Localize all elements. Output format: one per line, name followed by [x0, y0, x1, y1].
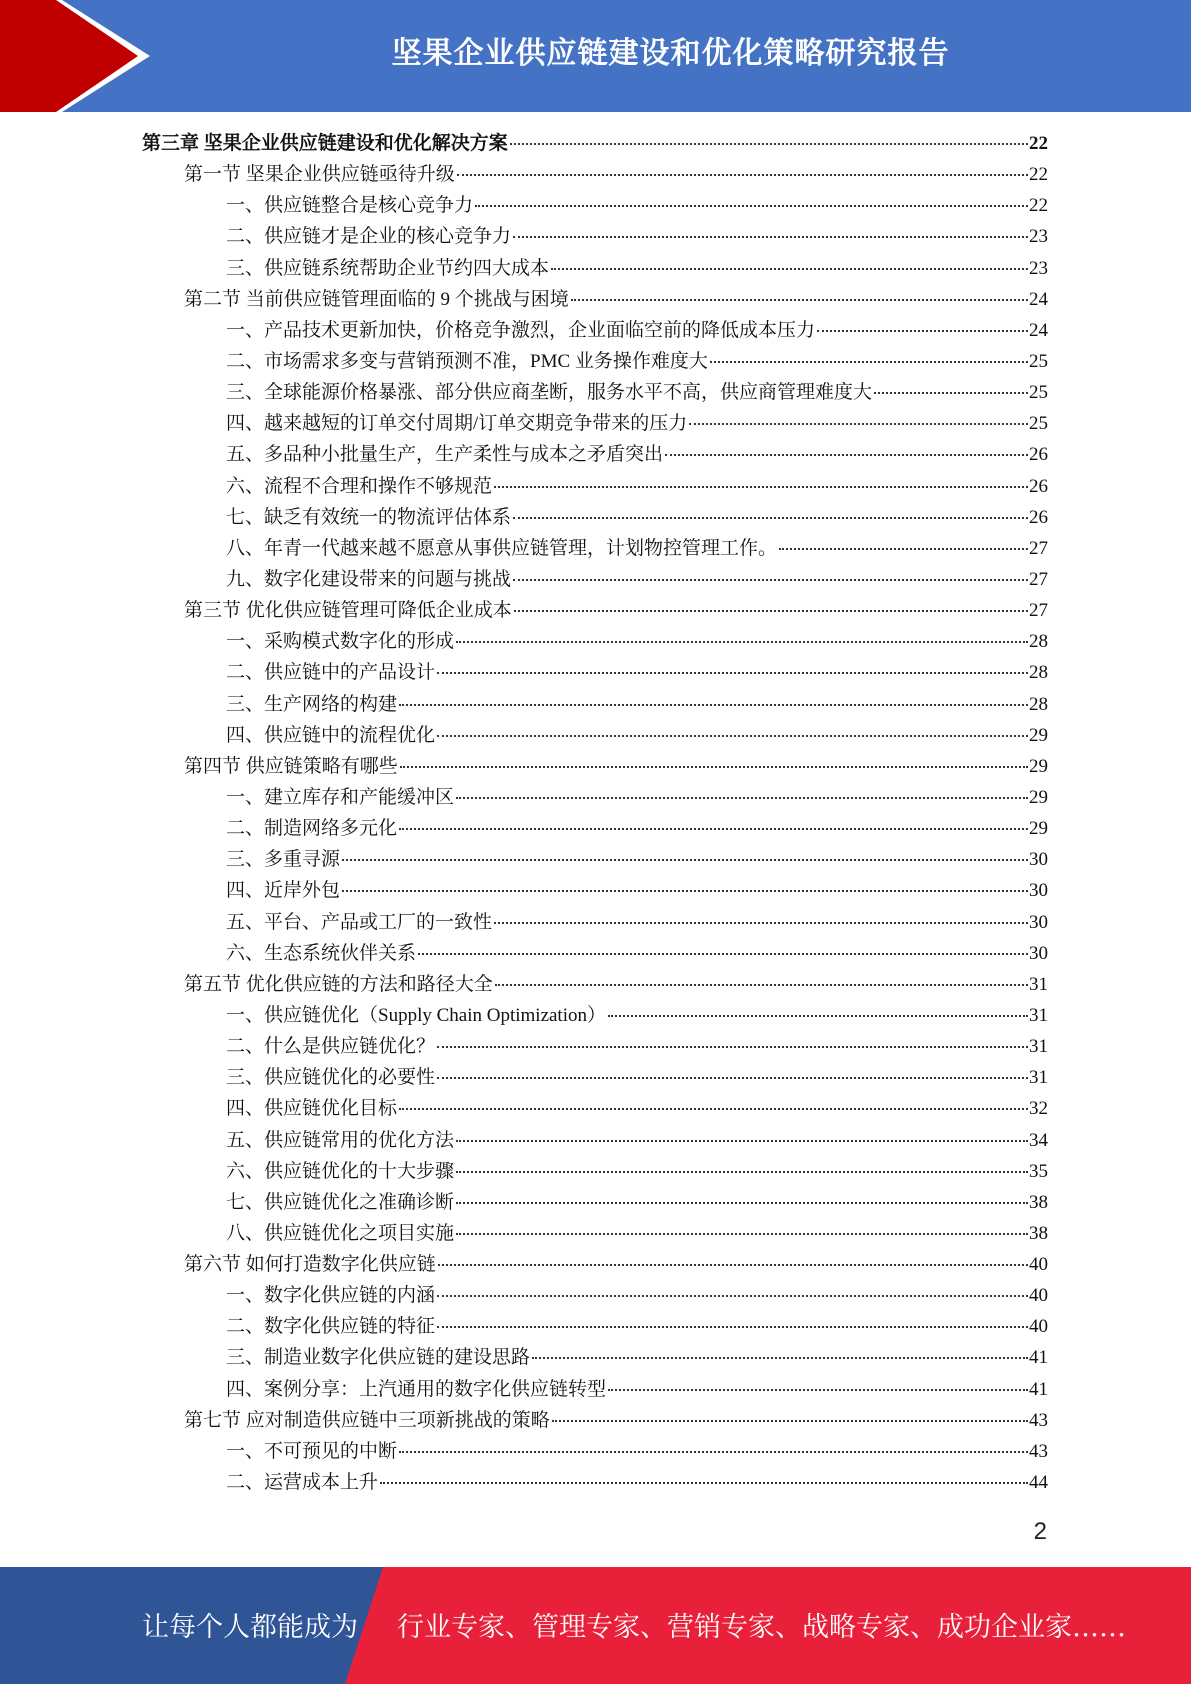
- toc-entry-title: 四、近岸外包: [226, 880, 341, 902]
- toc-entry-title: 六、供应链优化的十大步骤: [226, 1160, 455, 1182]
- toc-section-entry[interactable]: [142, 159, 1048, 190]
- page-header: [0, 0, 1191, 112]
- toc-dot-leader: [399, 828, 1028, 830]
- toc-entry-title: 第五节 优化供应链的方法和路径大全: [184, 973, 493, 995]
- toc-subsection-entry[interactable]: [142, 1342, 1048, 1373]
- toc-entry-page: 31: [1029, 1036, 1048, 1058]
- table-of-contents: [142, 128, 1048, 1498]
- toc-dot-leader: [874, 392, 1028, 394]
- toc-entry-title: 一、数字化供应链的内涵: [226, 1285, 436, 1307]
- toc-entry-page: 41: [1029, 1378, 1048, 1400]
- toc-entry-page: 31: [1029, 1067, 1048, 1089]
- toc-entry-page: 25: [1029, 350, 1048, 372]
- toc-entry-page: 30: [1029, 942, 1048, 964]
- toc-entry-title: 第三章 坚果企业供应链建设和优化解决方案: [142, 133, 508, 154]
- toc-entry-title: 四、案例分享：上汽通用的数字化供应链转型: [226, 1378, 607, 1400]
- toc-entry-title: 七、供应链优化之准确诊断: [226, 1191, 455, 1213]
- toc-entry-page: 31: [1029, 1004, 1048, 1026]
- page-number: 2: [1033, 1518, 1047, 1545]
- footer-slogan-left: 让每个人都能成为: [142, 1612, 358, 1643]
- toc-dot-leader: [437, 1077, 1028, 1079]
- toc-dot-leader: [494, 922, 1028, 924]
- toc-entry-page: 30: [1029, 911, 1048, 933]
- toc-dot-leader: [456, 797, 1028, 799]
- toc-entry-page: 30: [1029, 880, 1048, 902]
- toc-dot-leader: [510, 143, 1028, 145]
- toc-subsection-entry[interactable]: [142, 689, 1048, 720]
- toc-subsection-entry[interactable]: [142, 1031, 1048, 1062]
- toc-dot-leader: [779, 548, 1028, 550]
- toc-subsection-entry[interactable]: [142, 346, 1048, 377]
- toc-subsection-entry[interactable]: [142, 875, 1048, 906]
- toc-subsection-entry[interactable]: [142, 408, 1048, 439]
- toc-dot-leader: [689, 423, 1028, 425]
- toc-entry-title: 一、不可预见的中断: [226, 1440, 398, 1462]
- toc-dot-leader: [552, 1420, 1028, 1422]
- toc-entry-title: 六、流程不合理和操作不够规范: [226, 475, 493, 497]
- toc-dot-leader: [399, 704, 1028, 706]
- toc-subsection-entry[interactable]: [142, 471, 1048, 502]
- toc-subsection-entry[interactable]: [142, 439, 1048, 470]
- toc-subsection-entry[interactable]: [142, 720, 1048, 751]
- toc-entry-page: 23: [1029, 226, 1048, 248]
- toc-entry-title: 第四节 供应链策略有哪些: [184, 755, 398, 777]
- toc-subsection-entry[interactable]: [142, 1125, 1048, 1156]
- toc-entry-title: 六、生态系统伙伴关系: [226, 942, 417, 964]
- toc-entry-page: 34: [1029, 1129, 1048, 1151]
- toc-subsection-entry[interactable]: [142, 315, 1048, 346]
- toc-dot-leader: [437, 735, 1028, 737]
- toc-subsection-entry[interactable]: [142, 1000, 1048, 1031]
- toc-dot-leader: [551, 268, 1028, 270]
- toc-entry-page: 35: [1029, 1160, 1048, 1182]
- header-arrow-icon: [0, 0, 160, 112]
- toc-dot-leader: [400, 766, 1028, 768]
- toc-section-entry[interactable]: [142, 969, 1048, 1000]
- toc-entry-title: 一、供应链整合是核心竞争力: [226, 195, 474, 217]
- toc-subsection-entry[interactable]: [142, 377, 1048, 408]
- toc-subsection-entry[interactable]: [142, 626, 1048, 657]
- toc-entry-page: 26: [1029, 506, 1048, 528]
- toc-section-entry[interactable]: [142, 1405, 1048, 1436]
- toc-dot-leader: [571, 299, 1028, 301]
- toc-entry-title: 三、生产网络的构建: [226, 693, 398, 715]
- toc-subsection-entry[interactable]: [142, 564, 1048, 595]
- toc-entry-title: 九、数字化建设带来的问题与挑战: [226, 568, 512, 590]
- toc-entry-page: 29: [1029, 786, 1048, 808]
- toc-entry-page: 27: [1029, 568, 1048, 590]
- toc-dot-leader: [399, 1451, 1028, 1453]
- toc-entry-title: 第一节 坚果企业供应链亟待升级: [184, 164, 455, 186]
- toc-entry-title: 三、多重寻源: [226, 849, 341, 871]
- toc-entry-title: 二、供应链才是企业的核心竞争力: [226, 226, 512, 248]
- toc-section-entry[interactable]: [142, 751, 1048, 782]
- toc-dot-leader: [608, 1015, 1028, 1017]
- toc-subsection-entry[interactable]: [142, 938, 1048, 969]
- toc-entry-title: 第七节 应对制造供应链中三项新挑战的策略: [184, 1409, 550, 1431]
- toc-subsection-entry[interactable]: [142, 844, 1048, 875]
- toc-entry-title: 八、供应链优化之项目实施: [226, 1222, 455, 1244]
- toc-dot-leader: [513, 517, 1028, 519]
- toc-entry-title: 三、全球能源价格暴涨、部分供应商垄断，服务水平不高，供应商管理难度大: [226, 382, 873, 404]
- toc-entry-title: 三、供应链优化的必要性: [226, 1067, 436, 1089]
- toc-entry-page: 38: [1029, 1222, 1048, 1244]
- toc-subsection-entry[interactable]: [142, 782, 1048, 813]
- toc-dot-leader: [494, 486, 1028, 488]
- toc-subsection-entry[interactable]: [142, 253, 1048, 284]
- toc-dot-leader: [710, 361, 1028, 363]
- toc-entry-title: 二、运营成本上升: [226, 1472, 379, 1494]
- toc-entry-title: 二、制造网络多元化: [226, 818, 398, 840]
- toc-entry-page: 22: [1029, 195, 1048, 217]
- toc-subsection-entry[interactable]: [142, 1093, 1048, 1124]
- toc-dot-leader: [513, 236, 1028, 238]
- toc-dot-leader: [495, 984, 1028, 986]
- toc-entry-title: 七、缺乏有效统一的物流评估体系: [226, 506, 512, 528]
- toc-entry-page: 28: [1029, 693, 1048, 715]
- toc-entry-title: 第二节 当前供应链管理面临的 9 个挑战与困境: [184, 288, 569, 310]
- toc-entry-page: 28: [1029, 631, 1048, 653]
- toc-subsection-entry[interactable]: [142, 1218, 1048, 1249]
- toc-dot-leader: [437, 1046, 1028, 1048]
- toc-entry-page: 32: [1029, 1098, 1048, 1120]
- toc-dot-leader: [342, 890, 1028, 892]
- toc-entry-page: 29: [1029, 724, 1048, 746]
- toc-subsection-entry[interactable]: [142, 1156, 1048, 1187]
- toc-entry-page: 29: [1029, 818, 1048, 840]
- toc-dot-leader: [532, 1357, 1028, 1359]
- toc-entry-title: 二、数字化供应链的特征: [226, 1316, 436, 1338]
- toc-dot-leader: [456, 1140, 1028, 1142]
- toc-subsection-entry[interactable]: [142, 657, 1048, 688]
- toc-subsection-entry[interactable]: [142, 1062, 1048, 1093]
- toc-dot-leader: [437, 672, 1028, 674]
- toc-dot-leader: [380, 1482, 1028, 1484]
- toc-subsection-entry[interactable]: [142, 190, 1048, 221]
- toc-entry-page: 23: [1029, 257, 1048, 279]
- toc-section-entry[interactable]: [142, 595, 1048, 626]
- toc-subsection-entry[interactable]: [142, 1187, 1048, 1218]
- toc-subsection-entry[interactable]: [142, 1280, 1048, 1311]
- toc-entry-page: 25: [1029, 413, 1048, 435]
- toc-dot-leader: [513, 579, 1028, 581]
- toc-dot-leader: [608, 1389, 1028, 1391]
- toc-entry-page: 27: [1029, 600, 1048, 622]
- toc-dot-leader: [342, 859, 1028, 861]
- toc-entry-title: 四、供应链中的流程优化: [226, 724, 436, 746]
- toc-subsection-entry[interactable]: [142, 1311, 1048, 1342]
- toc-entry-page: 40: [1029, 1316, 1048, 1338]
- toc-entry-page: 31: [1029, 973, 1048, 995]
- toc-entry-title: 一、采购模式数字化的形成: [226, 631, 455, 653]
- footer-slogan-right: 行业专家、管理专家、营销专家、战略专家、成功企业家……: [397, 1612, 1126, 1643]
- toc-entry-title: 一、供应链优化（Supply Chain Optimization）: [226, 1004, 606, 1026]
- toc-entry-title: 五、平台、产品或工厂的一致性: [226, 911, 493, 933]
- toc-entry-page: 29: [1029, 755, 1048, 777]
- toc-section-entry[interactable]: [142, 1249, 1048, 1280]
- toc-entry-page: 26: [1029, 444, 1048, 466]
- toc-subsection-entry[interactable]: [142, 1436, 1048, 1467]
- toc-dot-leader: [438, 1264, 1028, 1266]
- toc-entry-page: 41: [1029, 1347, 1048, 1369]
- toc-dot-leader: [456, 1202, 1028, 1204]
- toc-entry-title: 第六节 如何打造数字化供应链: [184, 1254, 436, 1276]
- toc-subsection-entry[interactable]: [142, 813, 1048, 844]
- toc-entry-page: 22: [1029, 164, 1048, 186]
- toc-entry-page: 40: [1029, 1254, 1048, 1276]
- toc-dot-leader: [437, 1295, 1028, 1297]
- toc-entry-title: 第三节 优化供应链管理可降低企业成本: [184, 600, 512, 622]
- toc-entry-title: 一、建立库存和产能缓冲区: [226, 786, 455, 808]
- toc-dot-leader: [665, 454, 1028, 456]
- toc-entry-page: 28: [1029, 662, 1048, 684]
- toc-entry-title: 二、供应链中的产品设计: [226, 662, 436, 684]
- toc-entry-page: 22: [1029, 133, 1048, 154]
- toc-entry-title: 二、什么是供应链优化？: [226, 1036, 436, 1058]
- toc-dot-leader: [475, 205, 1028, 207]
- toc-entry-page: 44: [1029, 1472, 1048, 1494]
- toc-entry-title: 一、产品技术更新加快，价格竞争激烈，企业面临空前的降低成本压力: [226, 319, 816, 341]
- toc-chapter-entry[interactable]: [142, 128, 1048, 159]
- toc-entry-title: 五、多品种小批量生产，生产柔性与成本之矛盾突出: [226, 444, 664, 466]
- toc-dot-leader: [456, 1171, 1028, 1173]
- toc-dot-leader: [418, 953, 1028, 955]
- toc-dot-leader: [456, 1233, 1028, 1235]
- document-title: 坚果企业供应链建设和优化策略研究报告: [391, 36, 950, 71]
- toc-dot-leader: [437, 1326, 1028, 1328]
- toc-entry-title: 四、供应链优化目标: [226, 1098, 398, 1120]
- toc-subsection-entry[interactable]: [142, 1467, 1048, 1498]
- page-footer: [0, 1567, 1191, 1684]
- toc-entry-page: 27: [1029, 537, 1048, 559]
- toc-subsection-entry[interactable]: [142, 502, 1048, 533]
- toc-section-entry[interactable]: [142, 284, 1048, 315]
- toc-entry-page: 24: [1029, 288, 1048, 310]
- toc-entry-title: 五、供应链常用的优化方法: [226, 1129, 455, 1151]
- toc-entry-page: 30: [1029, 849, 1048, 871]
- toc-entry-page: 40: [1029, 1285, 1048, 1307]
- toc-dot-leader: [456, 641, 1028, 643]
- toc-entry-page: 24: [1029, 319, 1048, 341]
- toc-subsection-entry[interactable]: [142, 1374, 1048, 1405]
- toc-entry-title: 三、供应链系统帮助企业节约四大成本: [226, 257, 550, 279]
- toc-entry-page: 26: [1029, 475, 1048, 497]
- toc-subsection-entry[interactable]: [142, 533, 1048, 564]
- toc-entry-title: 二、市场需求多变与营销预测不准，PMC 业务操作难度大: [226, 350, 708, 372]
- toc-dot-leader: [457, 174, 1028, 176]
- toc-entry-title: 八、年青一代越来越不愿意从事供应链管理，计划物控管理工作。: [226, 537, 778, 559]
- toc-entry-page: 38: [1029, 1191, 1048, 1213]
- toc-subsection-entry[interactable]: [142, 907, 1048, 938]
- toc-entry-title: 四、越来越短的订单交付周期/订单交期竞争带来的压力: [226, 413, 688, 435]
- toc-subsection-entry[interactable]: [142, 221, 1048, 252]
- toc-entry-page: 43: [1029, 1440, 1048, 1462]
- toc-entry-page: 25: [1029, 382, 1048, 404]
- toc-dot-leader: [514, 610, 1028, 612]
- toc-entry-page: 43: [1029, 1409, 1048, 1431]
- toc-entry-title: 三、制造业数字化供应链的建设思路: [226, 1347, 531, 1369]
- toc-dot-leader: [399, 1108, 1028, 1110]
- toc-dot-leader: [817, 330, 1028, 332]
